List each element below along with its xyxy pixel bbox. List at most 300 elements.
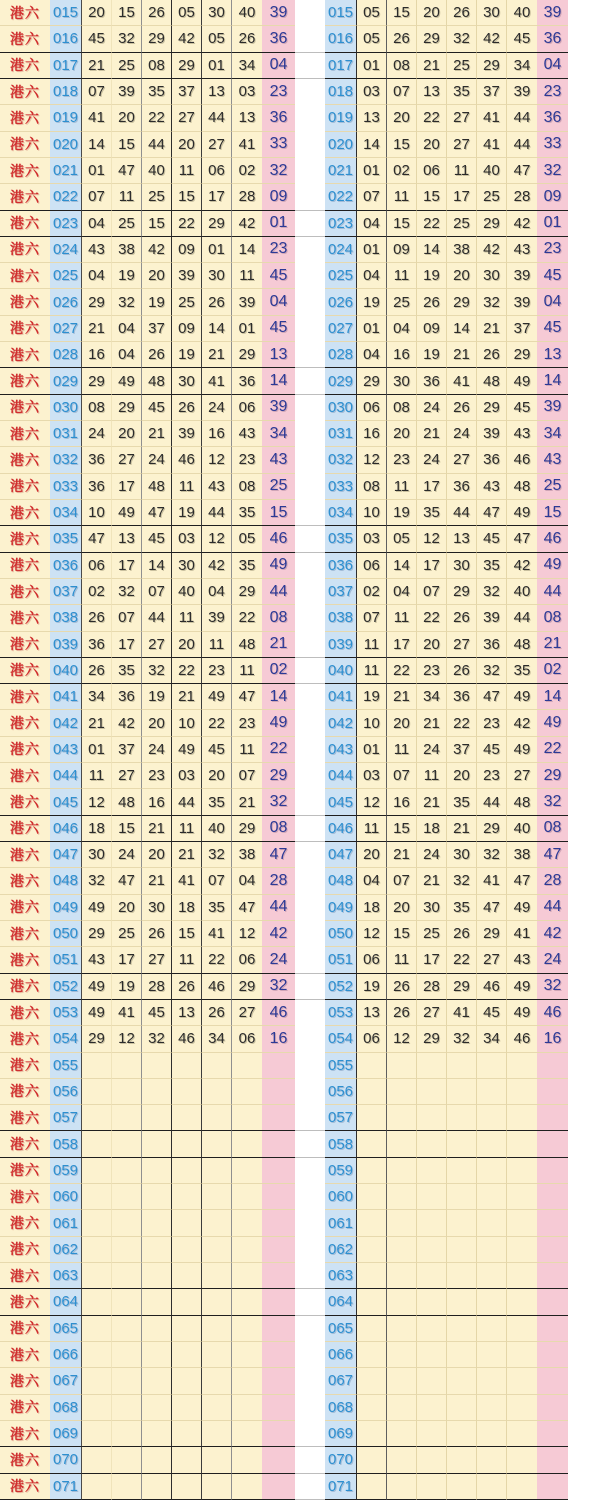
drawn-number: 49 xyxy=(82,1000,112,1026)
special-number xyxy=(262,1289,295,1315)
sorted-number xyxy=(447,1421,477,1447)
sorted-number xyxy=(477,1342,507,1368)
result-row xyxy=(0,658,613,684)
table-gap xyxy=(295,26,325,52)
special-number: 32 xyxy=(262,974,295,1000)
issue-number: 040 xyxy=(50,658,82,684)
drawn-number: 47 xyxy=(112,158,142,184)
issue-number: 023 xyxy=(325,211,357,237)
sorted-number: 40 xyxy=(507,0,537,26)
sorted-number: 12 xyxy=(357,789,387,815)
draw-type-label: 港六 xyxy=(0,1000,50,1026)
drawn-number: 02 xyxy=(232,158,262,184)
drawn-number: 21 xyxy=(232,789,262,815)
draw-type-label: 港六 xyxy=(0,868,50,894)
issue-number: 060 xyxy=(325,1184,357,1210)
drawn-number: 20 xyxy=(172,632,202,658)
sorted-number xyxy=(477,1079,507,1105)
sorted-number xyxy=(357,1368,387,1394)
table-gap xyxy=(295,842,325,868)
drawn-number: 25 xyxy=(112,921,142,947)
draw-type-label: 港六 xyxy=(0,368,50,394)
result-row xyxy=(0,684,613,710)
issue-number: 039 xyxy=(50,632,82,658)
special-number: 22 xyxy=(537,737,568,763)
drawn-number: 07 xyxy=(112,605,142,631)
sorted-number: 07 xyxy=(387,868,417,894)
table-gap xyxy=(295,921,325,947)
sorted-number xyxy=(447,1447,477,1473)
sorted-number: 15 xyxy=(387,132,417,158)
table-gap xyxy=(295,684,325,710)
sorted-number: 12 xyxy=(387,1026,417,1052)
issue-number: 032 xyxy=(50,447,82,473)
right-margin xyxy=(568,632,613,658)
sorted-number: 44 xyxy=(507,132,537,158)
drawn-number: 03 xyxy=(172,763,202,789)
drawn-number: 46 xyxy=(202,974,232,1000)
sorted-number: 11 xyxy=(417,763,447,789)
sorted-number xyxy=(417,1316,447,1342)
sorted-number xyxy=(387,1316,417,1342)
special-number: 01 xyxy=(262,211,295,237)
sorted-number xyxy=(447,1474,477,1500)
drawn-number: 21 xyxy=(142,421,172,447)
issue-number: 071 xyxy=(50,1474,82,1500)
special-number: 46 xyxy=(262,1000,295,1026)
issue-number: 026 xyxy=(325,289,357,315)
drawn-number: 11 xyxy=(172,158,202,184)
drawn-number: 20 xyxy=(142,710,172,736)
sorted-number: 47 xyxy=(507,526,537,552)
issue-number: 017 xyxy=(50,53,82,79)
drawn-number: 32 xyxy=(82,868,112,894)
result-row xyxy=(0,974,613,1000)
special-number: 39 xyxy=(537,0,568,26)
drawn-number: 45 xyxy=(142,526,172,552)
sorted-number: 48 xyxy=(477,368,507,394)
issue-number: 032 xyxy=(325,447,357,473)
draw-type-label: 港六 xyxy=(0,395,50,421)
drawn-number: 15 xyxy=(112,816,142,842)
drawn-number: 22 xyxy=(172,211,202,237)
sorted-number xyxy=(417,1184,447,1210)
sorted-number: 29 xyxy=(477,211,507,237)
issue-number: 017 xyxy=(325,53,357,79)
drawn-number: 41 xyxy=(232,132,262,158)
issue-number: 062 xyxy=(50,1237,82,1263)
special-number: 45 xyxy=(537,316,568,342)
sorted-number xyxy=(507,1395,537,1421)
sorted-number: 20 xyxy=(417,132,447,158)
drawn-number: 26 xyxy=(232,26,262,52)
drawn-number xyxy=(172,1263,202,1289)
drawn-number: 47 xyxy=(82,526,112,552)
sorted-number: 27 xyxy=(447,105,477,131)
special-number: 14 xyxy=(537,368,568,394)
sorted-number: 35 xyxy=(447,79,477,105)
result-row xyxy=(0,763,613,789)
sorted-number: 34 xyxy=(507,53,537,79)
sorted-number: 36 xyxy=(417,368,447,394)
sorted-number: 39 xyxy=(477,421,507,447)
drawn-number xyxy=(82,1316,112,1342)
sorted-number: 42 xyxy=(477,26,507,52)
table-gap xyxy=(295,316,325,342)
result-row xyxy=(0,921,613,947)
sorted-number: 06 xyxy=(357,947,387,973)
result-row xyxy=(0,395,613,421)
issue-number: 067 xyxy=(325,1368,357,1394)
drawn-number xyxy=(82,1079,112,1105)
drawn-number: 18 xyxy=(172,895,202,921)
drawn-number xyxy=(142,1342,172,1368)
drawn-number: 10 xyxy=(82,500,112,526)
drawn-number: 15 xyxy=(172,921,202,947)
right-margin xyxy=(568,1395,613,1421)
issue-number: 055 xyxy=(325,1053,357,1079)
special-number: 29 xyxy=(537,763,568,789)
sorted-number: 47 xyxy=(507,158,537,184)
issue-number: 036 xyxy=(50,553,82,579)
drawn-number: 19 xyxy=(112,974,142,1000)
issue-number: 037 xyxy=(325,579,357,605)
drawn-number: 21 xyxy=(172,842,202,868)
result-row xyxy=(0,842,613,868)
sorted-number: 21 xyxy=(477,316,507,342)
drawn-number: 29 xyxy=(232,816,262,842)
draw-type-label: 港六 xyxy=(0,1184,50,1210)
sorted-number xyxy=(417,1131,447,1157)
sorted-number: 12 xyxy=(417,526,447,552)
table-gap xyxy=(295,974,325,1000)
issue-number: 041 xyxy=(50,684,82,710)
result-row xyxy=(0,895,613,921)
drawn-number xyxy=(112,1158,142,1184)
sorted-number: 29 xyxy=(507,342,537,368)
special-number xyxy=(262,1447,295,1473)
result-row xyxy=(0,1474,613,1500)
sorted-number: 32 xyxy=(477,842,507,868)
drawn-number xyxy=(202,1053,232,1079)
sorted-number: 40 xyxy=(507,816,537,842)
result-row xyxy=(0,474,613,500)
issue-number: 047 xyxy=(50,842,82,868)
drawn-number: 04 xyxy=(232,868,262,894)
sorted-number xyxy=(447,1263,477,1289)
issue-number: 061 xyxy=(325,1210,357,1236)
sorted-number: 04 xyxy=(357,211,387,237)
right-margin xyxy=(568,1316,613,1342)
sorted-number: 11 xyxy=(357,632,387,658)
drawn-number: 39 xyxy=(202,605,232,631)
special-number: 46 xyxy=(537,1000,568,1026)
draw-type-label: 港六 xyxy=(0,842,50,868)
issue-number: 038 xyxy=(50,605,82,631)
special-number: 01 xyxy=(537,211,568,237)
special-number xyxy=(537,1342,568,1368)
drawn-number: 19 xyxy=(172,500,202,526)
issue-number: 022 xyxy=(325,184,357,210)
right-margin xyxy=(568,1474,613,1500)
issue-number: 047 xyxy=(325,842,357,868)
drawn-number: 49 xyxy=(202,684,232,710)
draw-type-label: 港六 xyxy=(0,447,50,473)
right-margin xyxy=(568,579,613,605)
draw-type-label: 港六 xyxy=(0,132,50,158)
special-number: 42 xyxy=(262,921,295,947)
special-number xyxy=(262,1158,295,1184)
table-gap xyxy=(295,1184,325,1210)
issue-number: 041 xyxy=(325,684,357,710)
drawn-number: 23 xyxy=(142,763,172,789)
sorted-number xyxy=(417,1289,447,1315)
drawn-number: 45 xyxy=(142,1000,172,1026)
result-row xyxy=(0,1368,613,1394)
sorted-number xyxy=(477,1105,507,1131)
drawn-number: 16 xyxy=(142,789,172,815)
sorted-number: 27 xyxy=(447,447,477,473)
sorted-number xyxy=(477,1263,507,1289)
drawn-number xyxy=(142,1395,172,1421)
drawn-number: 49 xyxy=(82,974,112,1000)
drawn-number: 35 xyxy=(142,79,172,105)
sorted-number: 20 xyxy=(387,105,417,131)
drawn-number: 14 xyxy=(202,316,232,342)
drawn-number: 42 xyxy=(142,237,172,263)
drawn-number xyxy=(172,1395,202,1421)
issue-number: 028 xyxy=(325,342,357,368)
right-margin xyxy=(568,1158,613,1184)
special-number xyxy=(262,1210,295,1236)
drawn-number: 49 xyxy=(172,737,202,763)
sorted-number: 15 xyxy=(387,816,417,842)
draw-type-label: 港六 xyxy=(0,1421,50,1447)
table-gap xyxy=(295,1079,325,1105)
sorted-number: 10 xyxy=(357,500,387,526)
sorted-number: 20 xyxy=(387,710,417,736)
sorted-number xyxy=(447,1368,477,1394)
sorted-number: 17 xyxy=(387,632,417,658)
issue-number: 027 xyxy=(325,316,357,342)
drawn-number: 09 xyxy=(172,316,202,342)
sorted-number: 13 xyxy=(357,105,387,131)
drawn-number: 24 xyxy=(202,395,232,421)
sorted-number xyxy=(507,1474,537,1500)
issue-number: 049 xyxy=(50,895,82,921)
right-margin xyxy=(568,1053,613,1079)
sorted-number: 20 xyxy=(417,632,447,658)
drawn-number xyxy=(232,1368,262,1394)
issue-number: 033 xyxy=(325,474,357,500)
sorted-number xyxy=(507,1289,537,1315)
right-margin xyxy=(568,79,613,105)
table-gap xyxy=(295,53,325,79)
drawn-number xyxy=(172,1237,202,1263)
sorted-number: 21 xyxy=(417,789,447,815)
result-row xyxy=(0,1447,613,1473)
result-row xyxy=(0,947,613,973)
result-row xyxy=(0,1105,613,1131)
special-number: 14 xyxy=(262,368,295,394)
drawn-number: 21 xyxy=(82,710,112,736)
sorted-number: 46 xyxy=(507,447,537,473)
table-gap xyxy=(295,0,325,26)
special-number: 21 xyxy=(262,632,295,658)
sorted-number: 15 xyxy=(387,921,417,947)
drawn-number xyxy=(112,1263,142,1289)
issue-number: 057 xyxy=(325,1105,357,1131)
drawn-number xyxy=(112,1289,142,1315)
drawn-number: 36 xyxy=(112,684,142,710)
draw-type-label: 港六 xyxy=(0,632,50,658)
sorted-number: 07 xyxy=(417,579,447,605)
result-row xyxy=(0,1237,613,1263)
drawn-number: 43 xyxy=(82,947,112,973)
result-row xyxy=(0,1421,613,1447)
special-number: 49 xyxy=(262,710,295,736)
drawn-number xyxy=(232,1395,262,1421)
drawn-number: 43 xyxy=(232,421,262,447)
sorted-number: 41 xyxy=(447,1000,477,1026)
table-gap xyxy=(295,710,325,736)
sorted-number: 23 xyxy=(477,763,507,789)
sorted-number: 29 xyxy=(477,921,507,947)
drawn-number: 13 xyxy=(172,1000,202,1026)
drawn-number xyxy=(202,1421,232,1447)
right-margin xyxy=(568,1184,613,1210)
issue-number: 019 xyxy=(50,105,82,131)
sorted-number: 06 xyxy=(417,158,447,184)
special-number: 45 xyxy=(262,316,295,342)
sorted-number xyxy=(447,1237,477,1263)
drawn-number xyxy=(172,1289,202,1315)
drawn-number: 19 xyxy=(112,263,142,289)
right-margin xyxy=(568,816,613,842)
special-number xyxy=(537,1131,568,1157)
sorted-number: 03 xyxy=(357,526,387,552)
table-gap xyxy=(295,632,325,658)
issue-number: 063 xyxy=(325,1263,357,1289)
drawn-number: 44 xyxy=(172,789,202,815)
drawn-number: 26 xyxy=(142,0,172,26)
drawn-number xyxy=(142,1421,172,1447)
sorted-number xyxy=(357,1342,387,1368)
drawn-number: 11 xyxy=(172,947,202,973)
issue-number: 035 xyxy=(50,526,82,552)
right-margin xyxy=(568,553,613,579)
table-gap xyxy=(295,1474,325,1500)
drawn-number: 03 xyxy=(172,526,202,552)
special-number xyxy=(262,1237,295,1263)
right-margin xyxy=(568,1026,613,1052)
special-number: 36 xyxy=(262,105,295,131)
result-row xyxy=(0,421,613,447)
issue-number: 067 xyxy=(50,1368,82,1394)
drawn-number: 39 xyxy=(232,289,262,315)
issue-number: 044 xyxy=(325,763,357,789)
sorted-number: 05 xyxy=(357,26,387,52)
sorted-number xyxy=(357,1421,387,1447)
result-row xyxy=(0,132,613,158)
drawn-number xyxy=(142,1237,172,1263)
special-number xyxy=(262,1105,295,1131)
draw-type-label: 港六 xyxy=(0,658,50,684)
table-gap xyxy=(295,500,325,526)
sorted-number xyxy=(357,1105,387,1131)
special-number: 23 xyxy=(262,79,295,105)
draw-type-label: 港六 xyxy=(0,237,50,263)
drawn-number: 01 xyxy=(82,158,112,184)
sorted-number: 43 xyxy=(507,237,537,263)
special-number: 14 xyxy=(262,684,295,710)
sorted-number: 25 xyxy=(447,53,477,79)
special-number: 33 xyxy=(537,132,568,158)
sorted-number xyxy=(417,1447,447,1473)
special-number: 29 xyxy=(262,763,295,789)
drawn-number: 07 xyxy=(82,184,112,210)
drawn-number: 34 xyxy=(232,53,262,79)
drawn-number: 21 xyxy=(82,53,112,79)
drawn-number: 40 xyxy=(142,158,172,184)
sorted-number xyxy=(477,1447,507,1473)
sorted-number: 37 xyxy=(447,737,477,763)
drawn-number: 49 xyxy=(82,895,112,921)
drawn-number xyxy=(82,1184,112,1210)
sorted-number: 44 xyxy=(447,500,477,526)
drawn-number: 20 xyxy=(142,842,172,868)
drawn-number: 15 xyxy=(112,132,142,158)
drawn-number: 06 xyxy=(232,1026,262,1052)
drawn-number xyxy=(82,1342,112,1368)
sorted-number xyxy=(477,1316,507,1342)
issue-number: 059 xyxy=(50,1158,82,1184)
result-row xyxy=(0,500,613,526)
sorted-number: 23 xyxy=(417,658,447,684)
sorted-number: 35 xyxy=(507,658,537,684)
drawn-number: 35 xyxy=(112,658,142,684)
table-gap xyxy=(295,1263,325,1289)
special-number xyxy=(537,1263,568,1289)
draw-type-label: 港六 xyxy=(0,1053,50,1079)
sorted-number: 25 xyxy=(387,289,417,315)
sorted-number: 22 xyxy=(417,605,447,631)
drawn-number: 26 xyxy=(202,289,232,315)
drawn-number xyxy=(202,1105,232,1131)
drawn-number: 30 xyxy=(172,553,202,579)
table-gap xyxy=(295,474,325,500)
issue-number: 033 xyxy=(50,474,82,500)
drawn-number xyxy=(172,1316,202,1342)
special-number xyxy=(262,1079,295,1105)
sorted-number xyxy=(507,1158,537,1184)
drawn-number: 20 xyxy=(202,763,232,789)
drawn-number: 47 xyxy=(232,684,262,710)
result-row xyxy=(0,737,613,763)
drawn-number: 12 xyxy=(232,921,262,947)
issue-number: 051 xyxy=(50,947,82,973)
sorted-number: 45 xyxy=(507,26,537,52)
sorted-number: 21 xyxy=(387,684,417,710)
drawn-number: 32 xyxy=(112,579,142,605)
result-row xyxy=(0,1131,613,1157)
draw-type-label: 港六 xyxy=(0,526,50,552)
drawn-number: 23 xyxy=(202,658,232,684)
result-row xyxy=(0,1210,613,1236)
issue-number: 020 xyxy=(325,132,357,158)
drawn-number xyxy=(232,1158,262,1184)
special-number xyxy=(537,1421,568,1447)
